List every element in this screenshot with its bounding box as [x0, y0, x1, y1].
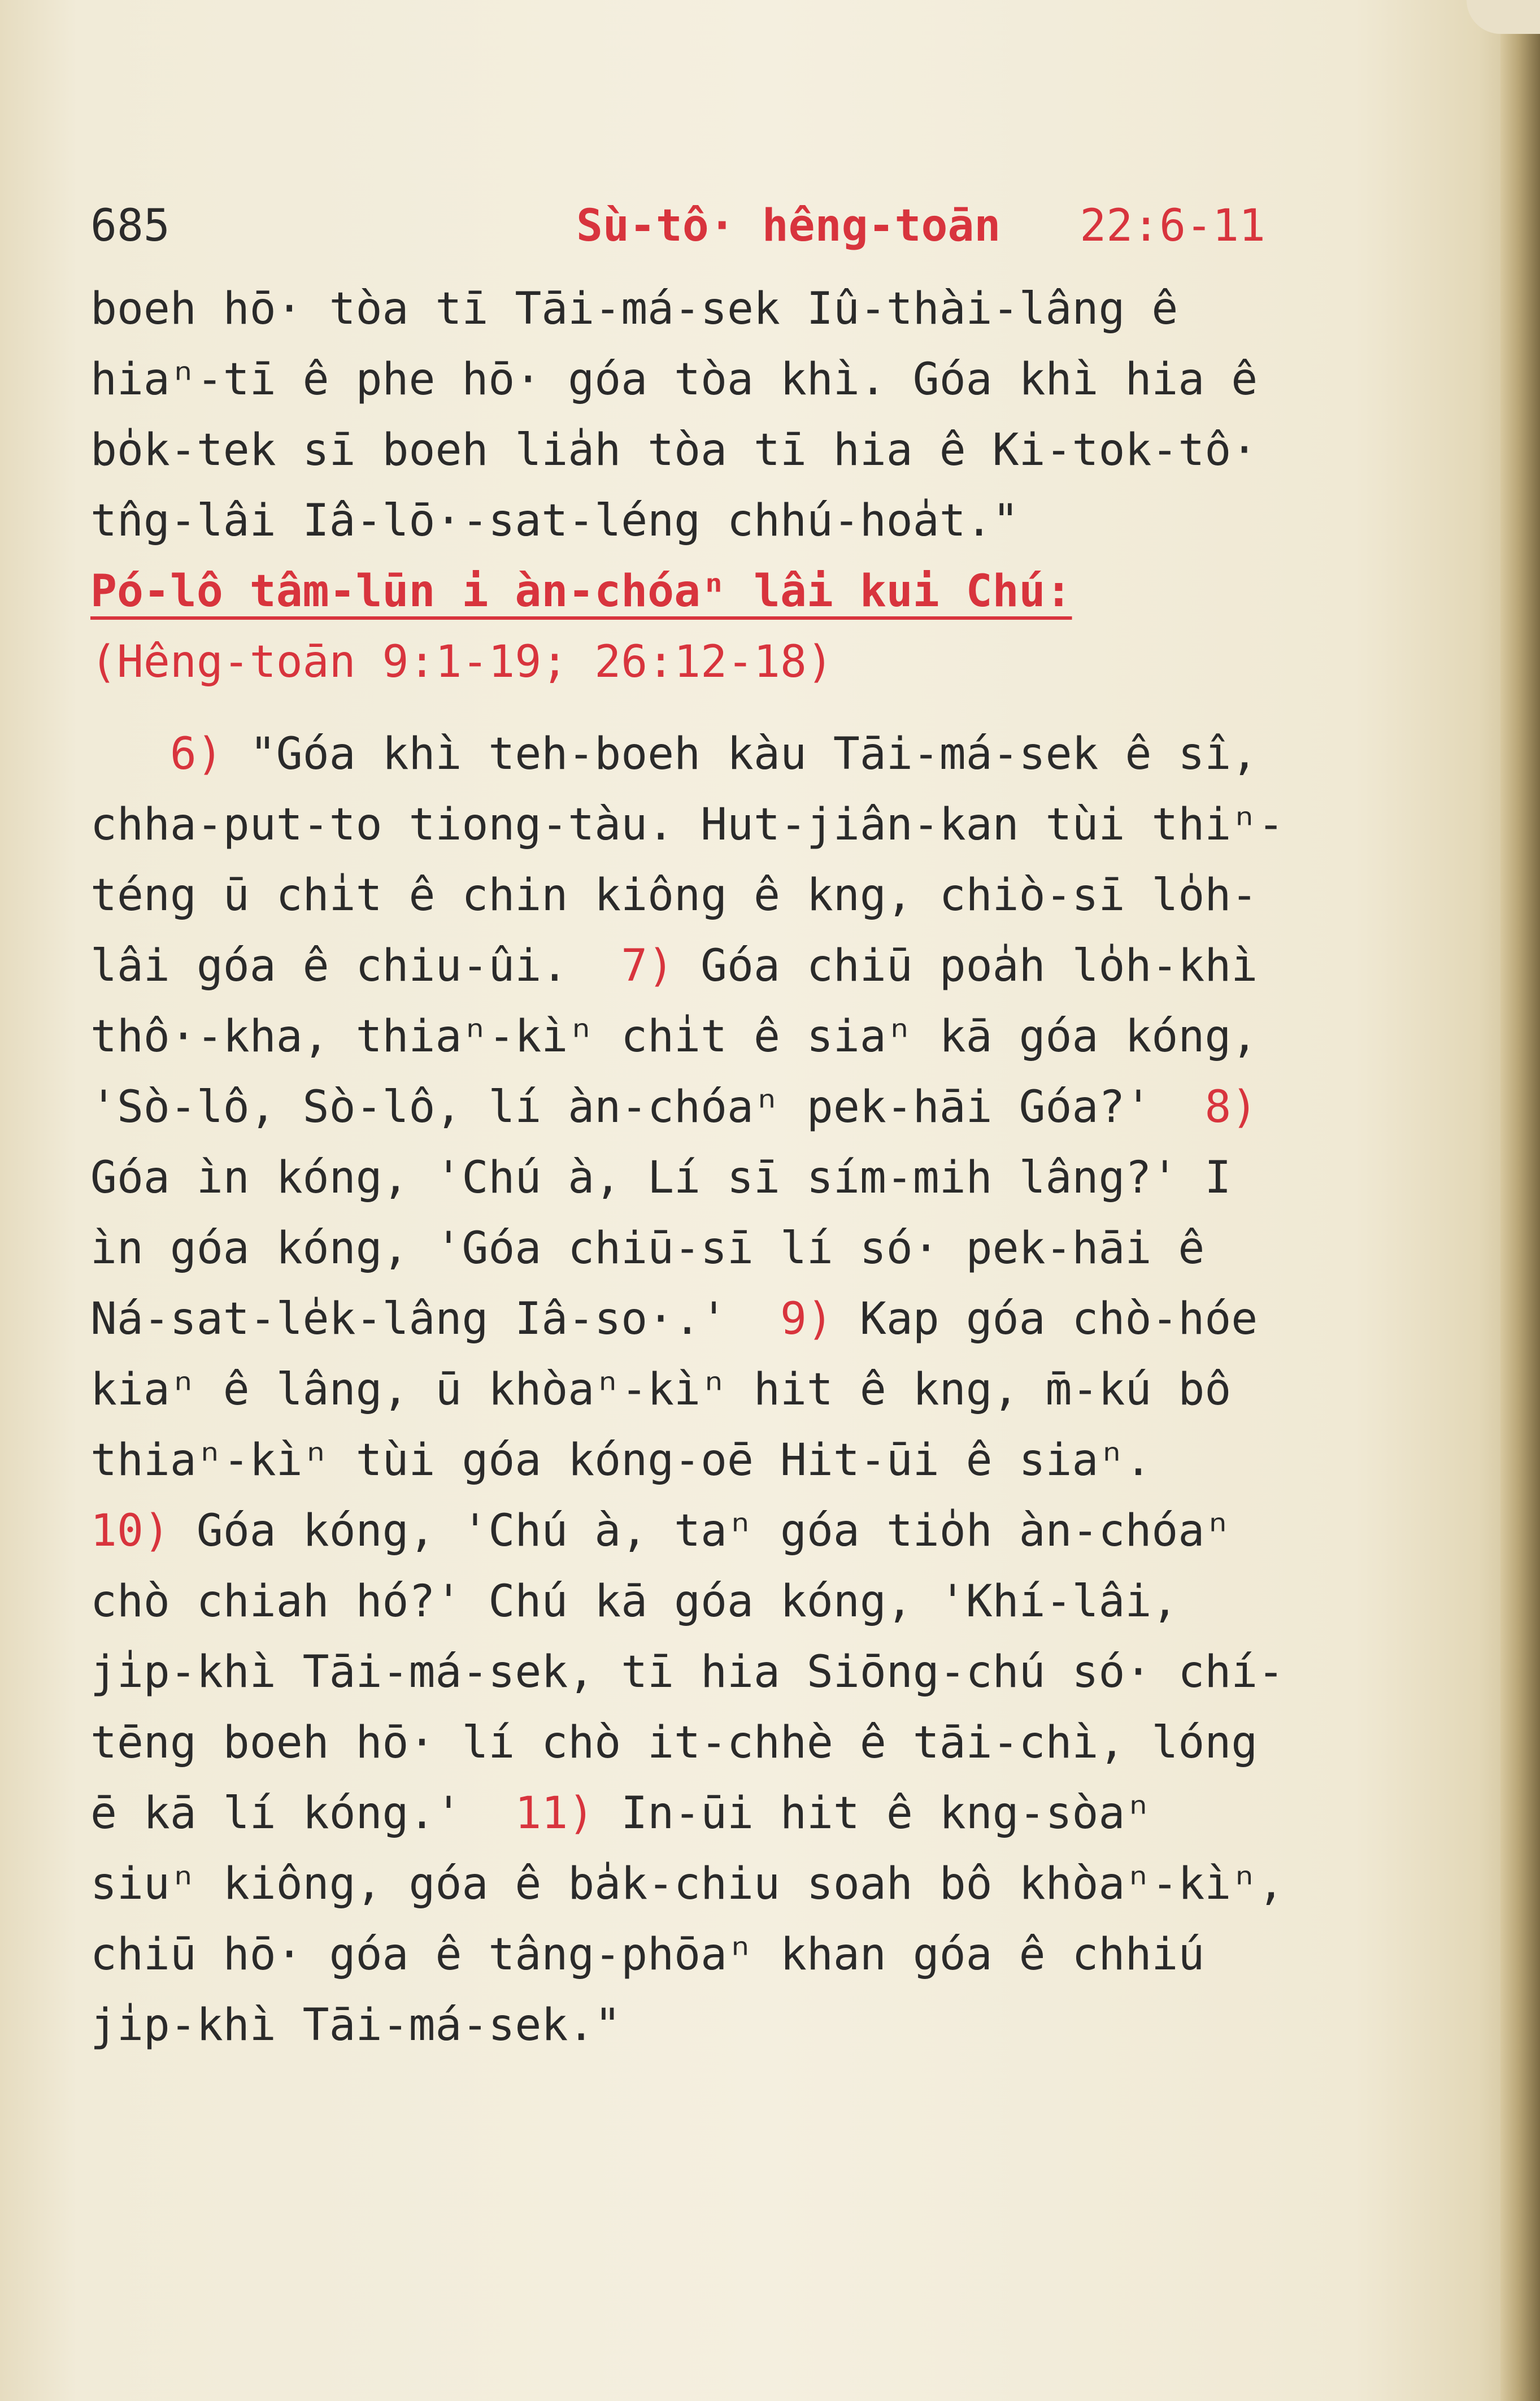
verse-line: ē kā lí kóng.' 11) In-ūi hit ê kng-sòaⁿ: [90, 1788, 1152, 1839]
verse-number: 8): [1204, 1082, 1258, 1133]
verse-line: 10) Góa kóng, 'Chú à, taⁿ góa tio̍h àn-chóaⁿ: [90, 1506, 1232, 1556]
page-corner: [1467, 0, 1540, 34]
verse-line: thô·-kha, thiaⁿ-kìⁿ chi̍t ê siaⁿ kā góa kóng,: [90, 1011, 1258, 1062]
verse-number: 9): [780, 1294, 833, 1345]
text-line: boeh hō· tòa tī Tāi-má-sek Iû-thài-lâng ê: [90, 284, 1178, 334]
verse-line: chiū hō· góa ê tâng-phōaⁿ khan góa ê chhiú: [90, 1929, 1205, 1980]
verse-number: 11): [515, 1788, 595, 1839]
verse-line: kiaⁿ ê lâng, ū khòaⁿ-kìⁿ hit ê kng, m̄-kú bô: [90, 1364, 1232, 1415]
verse-number: 7): [621, 941, 675, 991]
text-line: bo̍k-tek sī boeh lia̍h tòa tī hia ê Ki-tok-tô·: [90, 425, 1258, 476]
running-title: Sù-tô· hêng-toān: [576, 201, 1001, 251]
verse-line: tēng boeh hō· lí chò it-chhè ê tāi-chì, lóng: [90, 1717, 1258, 1768]
body-text: [90, 274, 1367, 2061]
verse-line: siuⁿ kiông, góa ê ba̍k-chiu soah bô khòaⁿ-kìⁿ,: [90, 1859, 1285, 1910]
verse-line: Ná-sat-le̍k-lâng Iâ-so·.' 9) Kap góa chò-hóe: [90, 1294, 1258, 1345]
text-line: hiaⁿ-tī ê phe hō· góa tòa khì. Góa khì hia ê: [90, 354, 1258, 405]
verse-line: lâi góa ê chiu-ûi. 7) Góa chiū poa̍h lo̍h-khì: [90, 941, 1258, 991]
cross-reference: (Hêng-toān 9:1-19; 26:12-18): [90, 637, 833, 688]
verse-line: ji̍p-khì Tāi-má-sek, tī hia Siōng-chú só· chí-: [90, 1647, 1285, 1698]
verse-line: ji̍p-khì Tāi-má-sek.": [90, 2000, 621, 2051]
section-heading-line: [90, 556, 1367, 627]
page-edge: [1500, 0, 1540, 2401]
verse-line: chha-put-to tiong-tàu. Hut-jiân-kan tùi thiⁿ-: [90, 799, 1285, 850]
section-heading: Pó-lô tâm-lūn i àn-chóaⁿ lâi kui Chú:: [90, 566, 1072, 617]
verse-line: thiaⁿ-kìⁿ tùi góa kóng-oē Hit-ūi ê siaⁿ.: [90, 1435, 1152, 1486]
verse-line: chò chiah hó?' Chú kā góa kóng, 'Khí-lâi,: [90, 1576, 1178, 1627]
verse-number: 6): [169, 729, 223, 780]
page-header: [90, 195, 1265, 257]
chapter-reference: 22:6-11: [1080, 201, 1265, 251]
verse-number: 10): [90, 1506, 170, 1556]
verse-line: 6) "Góa khì teh-boeh kàu Tāi-má-sek ê sî,: [169, 729, 1258, 780]
verse-line: 'Sò-lô, Sò-lô, lí àn-chóaⁿ pek-hāi Góa?' 8): [90, 1082, 1258, 1133]
verse-line: Góa ìn kóng, 'Chú à, Lí sī sím-mih lâng?' I: [90, 1152, 1232, 1203]
verse-line: téng ū chi̍t ê chin kiông ê kng, chiò-sī lo̍h-: [90, 870, 1258, 921]
text-line: tn̂g-lâi Iâ-lō·-sat-léng chhú-hoa̍t.": [90, 495, 1019, 546]
page-number: 685: [90, 201, 170, 251]
verse-line: ìn góa kóng, 'Góa chiū-sī lí só· pek-hāi ê: [90, 1223, 1205, 1274]
